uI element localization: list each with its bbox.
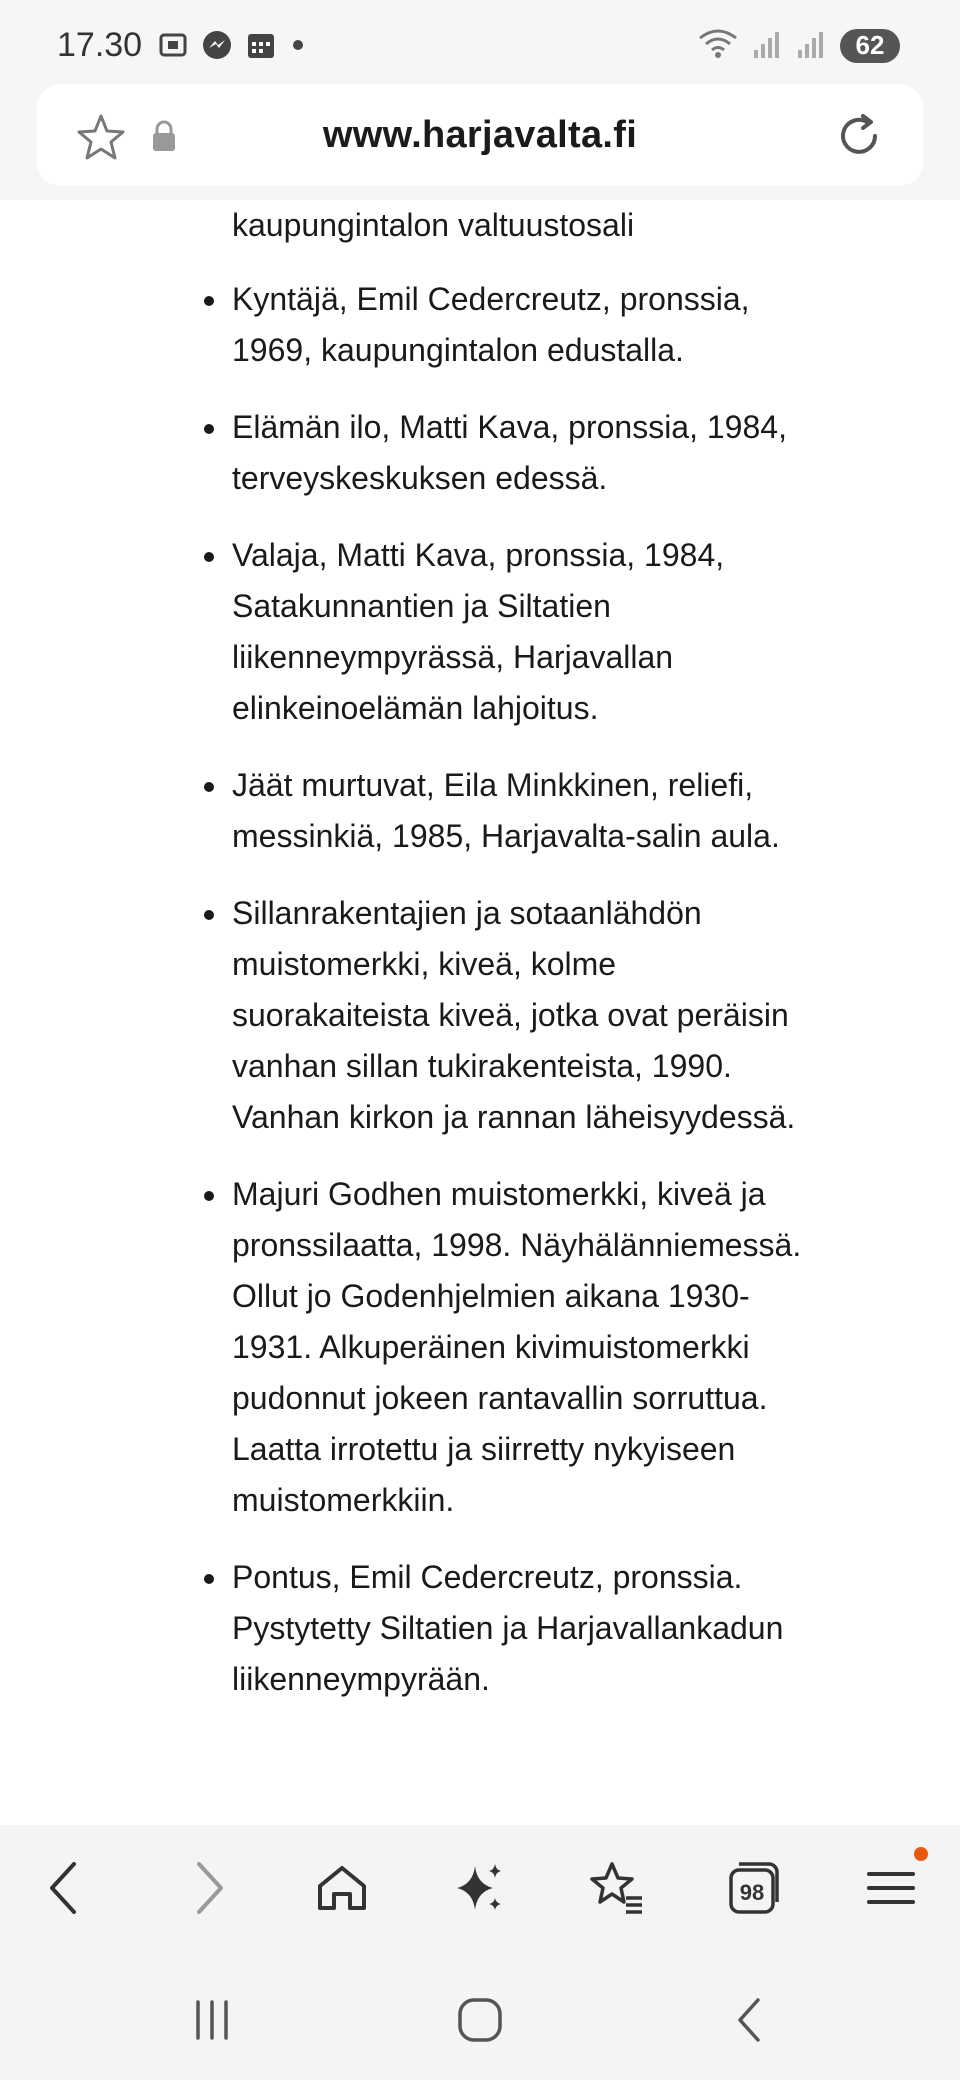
status-time: 17.30 [57, 26, 143, 64]
calendar-icon [244, 28, 278, 67]
tabs-icon [723, 1858, 783, 1918]
tabs-count: 98 [739, 1880, 765, 1905]
list-item: Sillanrakentajien ja sotaanlähdön muistomerkki, kiveä, kolme suorakaiteista kiveä, jotka ovat peräisin vanhan sillan tukirakenteista, 1990. Vanhan kirkon ja rannan läheisyydessä. [0, 888, 812, 1143]
battery-indicator: 62 [840, 29, 900, 63]
recent-apps-button[interactable] [182, 1990, 242, 2050]
wifi-icon [698, 26, 738, 65]
list-item: Kyntäjä, Emil Cedercreutz, pronssia, 1969, kaupungintalon edustalla. [0, 274, 812, 376]
browser-toolbar [0, 84, 960, 200]
browser-bottom-nav [0, 1825, 960, 1950]
url-bar[interactable] [37, 84, 923, 186]
signal-icon-2 [796, 26, 826, 65]
list-item: Elämän ilo, Matti Kava, pronssia, 1984, terveyskeskuksen edessä. [0, 402, 812, 504]
tabs-button[interactable] [722, 1857, 784, 1919]
bookmarks-star-icon [586, 1858, 646, 1918]
reload-icon[interactable] [833, 110, 885, 167]
ai-assistant-button[interactable] [448, 1857, 510, 1919]
messenger-icon [200, 28, 234, 67]
back-system-button[interactable] [720, 1990, 780, 2050]
back-arrow-icon [42, 1858, 90, 1918]
list-item: Majuri Godhen muistomerkki, kiveä ja pronssilaatta, 1998. Näyhälänniemessä. Ollut jo Godenhjelmien aikana 1930-1931. Alkuperäinen kivimuistomerkki pudonnut jokeen rantavallin sorruttua. Laatta irrotettu ja siirretty nykyiseen muistomerkkiin. [0, 1169, 812, 1526]
status-bar [0, 0, 960, 84]
back-chevron-icon [726, 1994, 774, 2046]
menu-icon [861, 1858, 921, 1918]
recent-apps-icon [188, 1996, 236, 2044]
screenshot-icon [156, 28, 190, 67]
home-system-button[interactable] [450, 1990, 510, 2050]
artwork-list [0, 274, 960, 1731]
status-system-icons [698, 26, 900, 65]
list-item: Valaja, Matti Kava, pronssia, 1984, Satakunnantien ja Siltatien liikenneympyrässä, Harjavallan elinkeinoelämän lahjoitus. [0, 530, 812, 734]
system-nav-bar [0, 1950, 960, 2080]
list-item: Jäät murtuvat, Eila Minkkinen, reliefi, messinkiä, 1985, Harjavalta-salin aula. [0, 760, 812, 862]
signal-icon-1 [752, 26, 782, 65]
menu-button[interactable] [860, 1857, 922, 1919]
notification-dot [914, 1847, 928, 1861]
list-item-fragment: kaupungintalon valtuustosali [232, 207, 635, 243]
home-icon [314, 1860, 370, 1916]
home-circle-icon [454, 1994, 506, 2046]
back-button[interactable] [35, 1857, 97, 1919]
forward-button[interactable] [176, 1857, 238, 1919]
home-button[interactable] [311, 1857, 373, 1919]
status-notification-icons [156, 28, 308, 67]
sparkle-icon [451, 1860, 507, 1916]
bookmarks-button[interactable] [585, 1857, 647, 1919]
url-text[interactable]: www.harjavalta.fi [322, 114, 638, 156]
list-item: Pontus, Emil Cedercreutz, pronssia. Pystytetty Siltatien ja Harjavallankadun liikenneympyrään. [0, 1552, 812, 1705]
forward-arrow-icon [183, 1858, 231, 1918]
page-content [0, 200, 960, 1825]
dot-icon [288, 28, 308, 67]
